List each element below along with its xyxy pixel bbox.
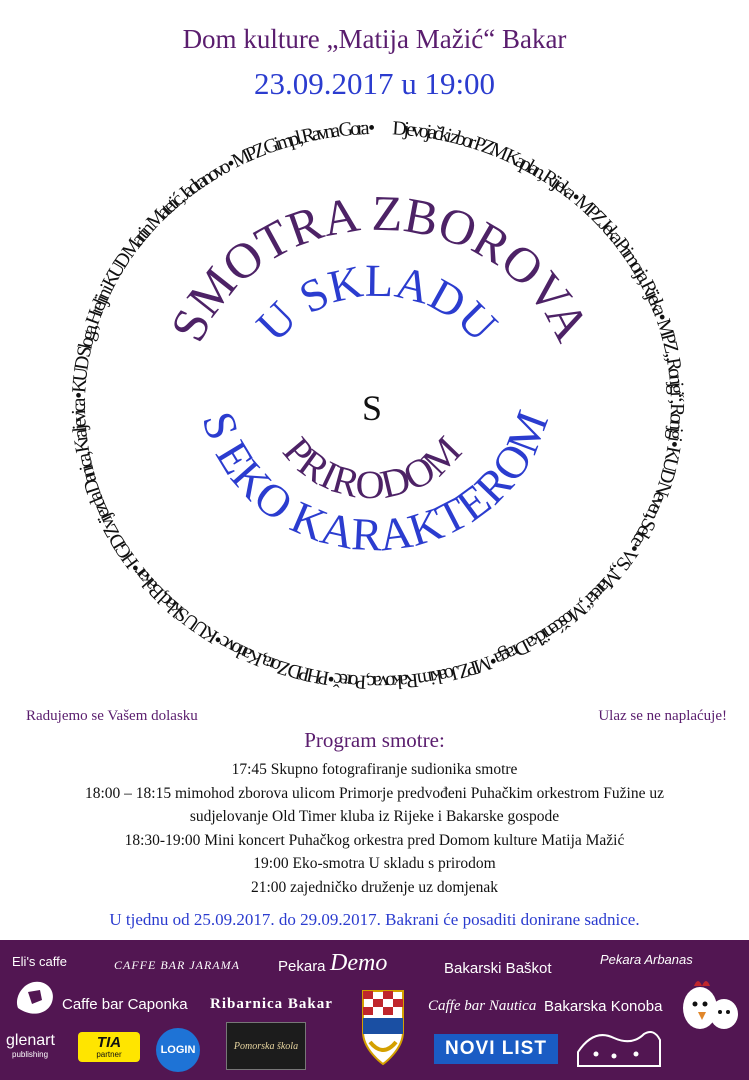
sponsor-pekara-demo-logo: Demo bbox=[330, 950, 388, 976]
venue-title: Dom kulture „Matija Mažić“ Bakar bbox=[182, 24, 567, 54]
spiral-line-u-skladu: U SKLADU bbox=[246, 254, 508, 352]
bakarska-konoba-logo-icon bbox=[574, 1024, 664, 1070]
spiral-center-letter: S bbox=[361, 388, 383, 428]
spiral-line-eko-karakterom: S EKO KARAKTEROM bbox=[192, 404, 559, 561]
free-entry-text: Ulaz se ne naplaćuje! bbox=[598, 708, 727, 724]
tia-logo-text: TIA bbox=[96, 1034, 122, 1051]
program-item: 18:30-19:00 Mini koncert Puhačkog orkestra pred Domom kulture Matija Mažić bbox=[124, 831, 625, 849]
bakar-coat-of-arms-icon bbox=[360, 988, 406, 1068]
sponsor-caffe-bar-nautica: Caffe bar Nautica bbox=[428, 998, 537, 1014]
program-title: Program smotre: bbox=[304, 728, 445, 752]
sponsor-tia-partner-logo bbox=[78, 1032, 140, 1062]
program-item: 19:00 Eko-smotra U skladu s prirodom bbox=[253, 855, 496, 872]
participants-ring-text: Djevojački zbor PZM Kaplan, Rijeka • MPZ Jeka Primorja, Rijeka • MPZ „Ronjgi“, Ronjgi • KUD Neven, Selce • VS „Mareta“, Mošćenička Draga • MPZ Joakim Rakovac, Poreč • PHPD Zora, Karlovc • KUU Sklad, Bakar • HGD Zvijezda Danica, Kraljevica • KUD Sloga, Hreljin i KUD Martin Matetić, Jadranovo • MPZ Gimpl, Ravna Gora • bbox=[67, 116, 689, 694]
welcome-text: Radujemo se Vašem dolasku bbox=[26, 708, 198, 724]
event-datetime: 23.09.2017 u 19:00 bbox=[253, 66, 496, 101]
sponsor-glenart-sub: publishing bbox=[12, 1050, 49, 1059]
sponsor-ribarnica-bakar: Ribarnica Bakar bbox=[210, 996, 333, 1012]
sponsor-pekara-arbanas: Pekara Arbanas bbox=[600, 952, 693, 967]
sponsor-pekara-demo-label: Pekara bbox=[278, 958, 326, 975]
sponsor-glenart: glenart bbox=[6, 1032, 55, 1049]
sponsor-novi-list-logo: NOVI LIST bbox=[434, 1034, 558, 1064]
spiral-line-smotra: SMOTRA ZBOROVA bbox=[159, 184, 601, 350]
sponsor-bakarska-konoba: Bakarska Konoba bbox=[544, 998, 663, 1015]
sponsors-footer bbox=[0, 940, 749, 1080]
sponsor-login-logo: LOGIN bbox=[156, 1028, 200, 1072]
sponsor-caffe-bar-jarama: CAFFE BAR JARAMA bbox=[114, 958, 240, 972]
program-item: 21:00 zajedničko druženje uz domjenak bbox=[250, 878, 499, 896]
tia-logo-sub: partner bbox=[96, 1050, 122, 1059]
spiral-title-graphic bbox=[0, 108, 749, 708]
sponsor-pomorska-skola-logo: Pomorska škola bbox=[226, 1022, 306, 1070]
chicken-mascot-icon bbox=[680, 968, 742, 1032]
spiral-line-prirodom: PRIRODOM bbox=[274, 427, 470, 508]
week-note: U tjednu od 25.09.2017. do 29.09.2017. Bakrani će posaditi donirane sadnice. bbox=[109, 910, 640, 929]
sponsor-caffe-bar-caponka: Caffe bar Caponka bbox=[62, 996, 188, 1013]
sponsor-bakarski-baskot: Bakarski Baškot bbox=[444, 960, 552, 977]
program-item: sudjelovanje Old Timer kluba iz Rijeke i Bakarske gospode bbox=[189, 808, 560, 825]
glenart-map-icon bbox=[12, 978, 58, 1020]
program-item: 18:00 – 18:15 mimohod zborova ulicom Primorje predvođeni Puhačkim orkestrom Fužine uz bbox=[84, 784, 664, 802]
program-list bbox=[20, 758, 729, 899]
sponsor-elis-caffe: Eli's caffe bbox=[12, 954, 67, 969]
program-item: 17:45 Skupno fotografiranje sudionika smotre bbox=[231, 761, 518, 778]
